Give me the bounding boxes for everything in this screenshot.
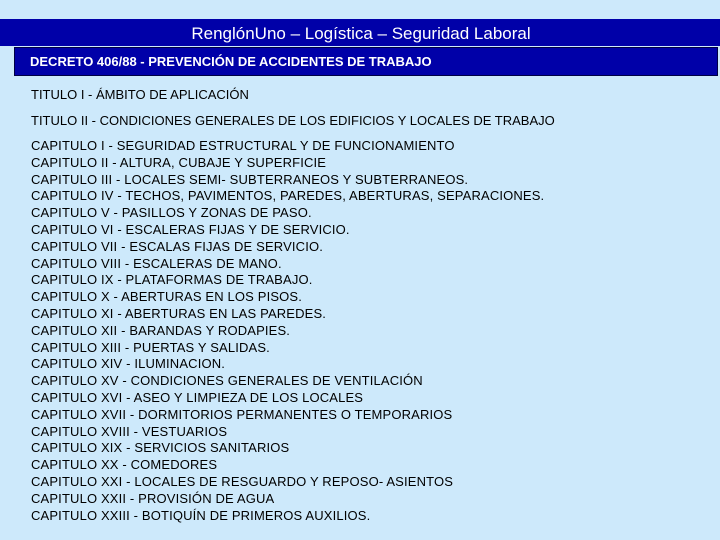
page-title-bar — [0, 19, 720, 46]
chapter-item: CAPITULO I - SEGURIDAD ESTRUCTURAL Y DE FUNCIONAMIENTO — [31, 138, 455, 153]
chapter-item: CAPITULO XV - CONDICIONES GENERALES DE VENTILACIÓN — [31, 373, 423, 389]
chapter-item: CAPITULO XII - BARANDAS Y RODAPIES. — [31, 322, 291, 338]
page-title: RenglónUno – Logística – Seguridad Laboral — [191, 24, 531, 43]
chapter-item: CAPITULO III - LOCALES SEMI- SUBTERRANEOS Y SUBTERRANEOS. — [31, 171, 469, 187]
chapter-item: CAPITULO VIII - ESCALERAS DE MANO. — [31, 255, 282, 271]
chapter-item: CAPITULO II - ALTURA, CUBAJE Y SUPERFICIE — [31, 154, 327, 170]
titulo-i-heading: TITULO I - ÁMBITO DE APLICACIÓN — [31, 87, 249, 102]
chapter-item: CAPITULO VII - ESCALAS FIJAS DE SERVICIO. — [31, 238, 323, 254]
chapter-item: CAPITULO IX - PLATAFORMAS DE TRABAJO. — [31, 272, 313, 288]
chapter-item: CAPITULO XI - ABERTURAS EN LAS PAREDES. — [31, 305, 327, 321]
decree-heading: DECRETO 406/88 - PREVENCIÓN DE ACCIDENTES DE TRABAJO — [14, 47, 718, 76]
chapter-item: CAPITULO IV - TECHOS, PAVIMENTOS, PAREDES, ABERTURAS, SEPARACIONES. — [31, 188, 545, 204]
chapter-list — [31, 138, 711, 524]
document-body — [31, 86, 711, 524]
chapter-item: CAPITULO VI - ESCALERAS FIJAS Y DE SERVICIO. — [31, 221, 350, 237]
chapter-item: CAPITULO XVIII - VESTUARIOS — [31, 423, 228, 439]
titulo-ii-heading: TITULO II - CONDICIONES GENERALES DE LOS EDIFICIOS Y LOCALES DE TRABAJO — [31, 113, 555, 128]
chapter-item: CAPITULO XVII - DORMITORIOS PERMANENTES O TEMPORARIOS — [31, 406, 453, 422]
chapter-item: CAPITULO XX - COMEDORES — [31, 457, 218, 473]
chapter-item: CAPITULO XXIII - BOTIQUÍN DE PRIMEROS AUXILIOS. — [31, 507, 371, 523]
chapter-item: CAPITULO XIV - ILUMINACION. — [31, 356, 226, 372]
chapter-item: CAPITULO XXI - LOCALES DE RESGUARDO Y REPOSO- ASIENTOS — [31, 473, 454, 489]
chapter-item: CAPITULO X - ABERTURAS EN LOS PISOS. — [31, 289, 303, 305]
chapter-item: CAPITULO XXII - PROVISIÓN DE AGUA — [31, 490, 275, 506]
chapter-item: CAPITULO V - PASILLOS Y ZONAS DE PASO. — [31, 205, 312, 221]
chapter-item: CAPITULO XIX - SERVICIOS SANITARIOS — [31, 440, 290, 456]
chapter-item: CAPITULO XIII - PUERTAS Y SALIDAS. — [31, 339, 270, 355]
chapter-item: CAPITULO XVI - ASEO Y LIMPIEZA DE LOS LOCALES — [31, 389, 364, 405]
